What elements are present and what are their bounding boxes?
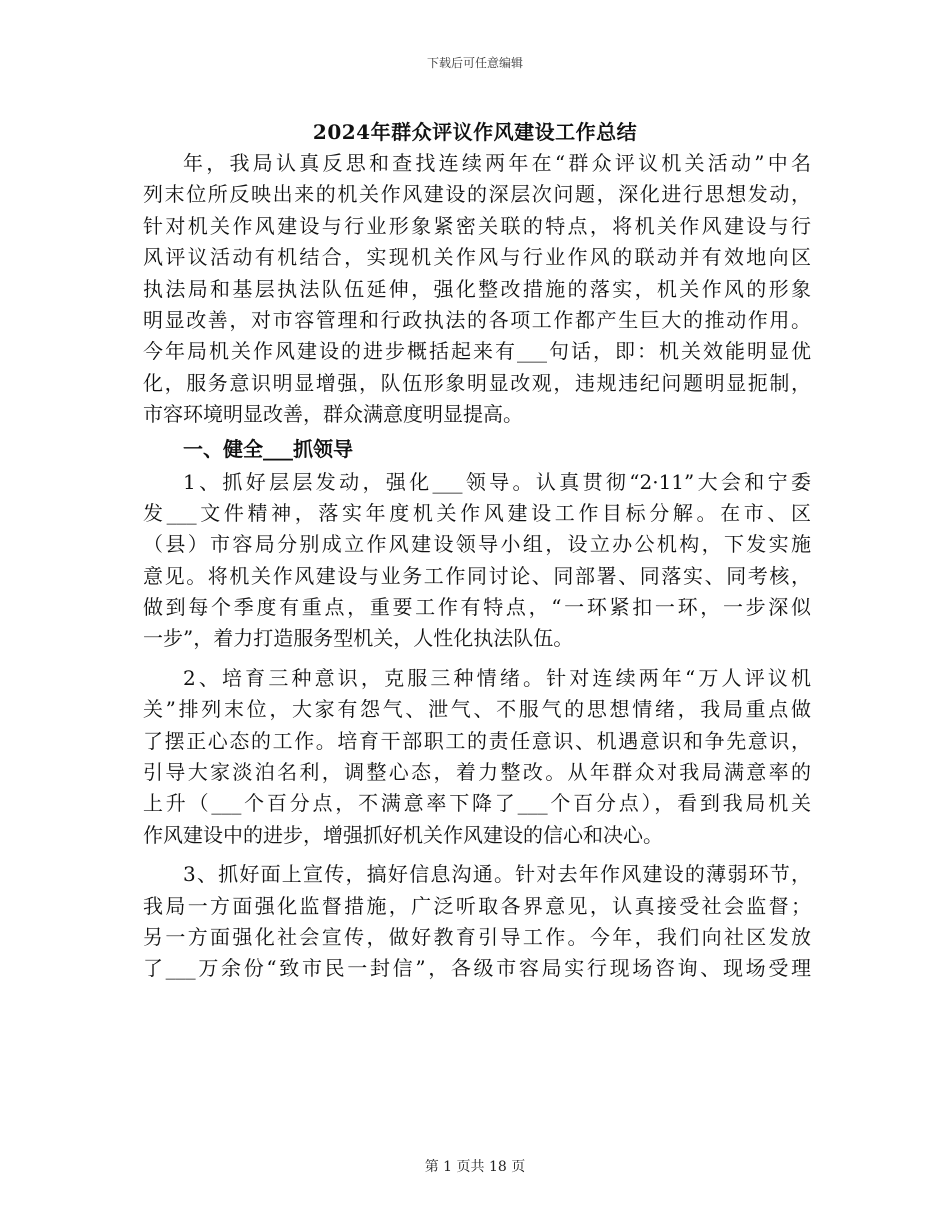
header-note: 下载后可任意编辑 [426, 56, 523, 70]
text-line: 1、抓好层层发动，强化___领导。认真贯彻“2·11”大会和宁委 [183, 469, 811, 494]
text-line: 针对机关作风建设与行业形象紧密关联的特点，将机关作风建设与行 [143, 213, 811, 238]
text-line: 引导大家淡泊名利，调整心态，着力整改。从年群众对我局满意率的 [143, 760, 811, 785]
text-line: 执法局和基层执法队伍延伸，强化整改措施的落实，机关作风的形象 [143, 276, 811, 301]
text-line: 我局一方面强化监督措施，广泛听取各界意见，认真接受社会监督； [143, 893, 811, 918]
paragraph-spacer [143, 851, 811, 859]
text-line: 化，服务意识明显增强，队伍形象明显改观，违规违纪问题明显扼制， [143, 370, 811, 395]
text-line: 另一方面强化社会宣传，做好教育引导工作。今年，我们向社区发放 [143, 924, 811, 949]
text-line: 列末位所反映出来的机关作风建设的深层次问题，深化进行思想发动， [143, 182, 811, 207]
document-title: 2024年群众评议作风建设工作总结 [312, 120, 638, 144]
text-line: 做到每个季度有重点，重要工作有特点，“一环紧扣一环，一步深似 [143, 595, 811, 620]
document-body [143, 148, 811, 985]
text-line: 风评议活动有机结合，实现机关作风与行业作风的联动并有效地向区 [143, 245, 811, 270]
text-line: 明显改善，对市容管理和行政执法的各项工作都产生巨大的推动作用。 [143, 307, 811, 332]
text-line: 上升（___个百分点，不满意率下降了___个百分点），看到我局机关 [143, 791, 811, 816]
text-line: 年，我局认真反思和查找连续两年在“群众评议机关活动”中名 [183, 151, 811, 175]
paragraph-3 [143, 859, 811, 985]
text-line: 市容环境明显改善，群众满意度明显提高。 [143, 402, 523, 427]
text-line: 了摆正心态的工作。培育干部职工的责任意识、机遇意识和争先意识， [143, 728, 811, 753]
text-line: 2、培育三种意识，克服三种情绪。针对连续两年“万人评议机 [183, 665, 811, 690]
text-line: 一步”，着力打造服务型机关，人性化执法队伍。 [143, 626, 574, 651]
paragraph-spacer [143, 655, 811, 663]
paragraph-2 [143, 663, 811, 851]
intro-paragraph [143, 148, 811, 431]
text-line: 作风建设中的进步，增强抓好机关作风建设的信心和决心。 [143, 822, 663, 847]
text-line: 发___文件精神，落实年度机关作风建设工作目标分解。在市、区 [143, 500, 811, 525]
section-heading: 一、健全___抓领导 [183, 436, 353, 461]
text-line: 关”排列末位，大家有怨气、泄气、不服气的思想情绪，我局重点做 [143, 697, 811, 722]
text-line: 今年局机关作风建设的进步概括起来有___句话，即：机关效能明显优 [143, 339, 811, 364]
paragraph-1 [143, 467, 811, 655]
text-line: 意见。将机关作风建设与业务工作同讨论、同部署、同落实、同考核， [143, 563, 811, 588]
text-line: 了___万余份“致市民一封信”，各级市容局实行现场咨询、现场受理 [143, 956, 811, 981]
text-line: （县）市容局分别成立作风建设领导小组，设立办公机构，下发实施 [143, 532, 811, 557]
text-line: 3、抓好面上宣传，搞好信息沟通。针对去年作风建设的薄弱环节， [183, 862, 811, 887]
page-footer: 第 1 页共 18 页 [424, 1159, 526, 1175]
